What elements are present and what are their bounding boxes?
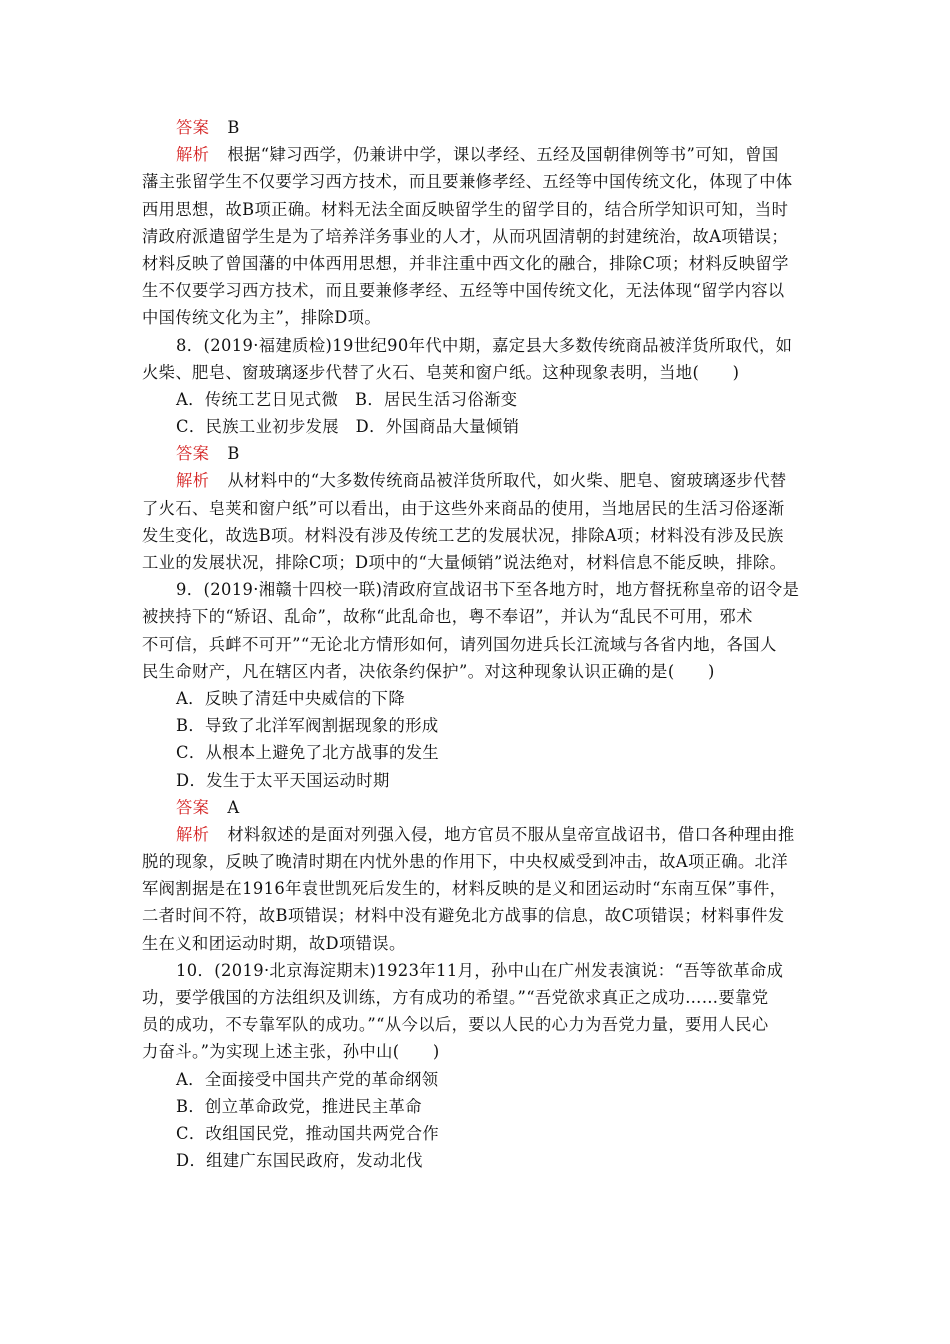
q9-answer-line xyxy=(142,794,812,821)
answer-label: 答案 xyxy=(176,118,210,137)
answer-label: 答案 xyxy=(176,444,210,464)
q9-analysis-continuation: 军阀割据是在1916年袁世凯死后发生的，材料反映的是义和团运动时“东南互保”事件， xyxy=(142,879,787,899)
document-page xyxy=(142,114,812,1174)
q9-question-line: 民生命财产，凡在辖区内者，决依条约保护”。对这种现象认识正确的是( ) xyxy=(142,661,715,681)
q10-question-line: 力奋斗。”为实现上述主张，孙中山( ) xyxy=(142,1042,440,1062)
q7-analysis-continuation: 材料反映了曾国藩的中体西用思想，并非注重中西文化的融合，排除C项；材料反映留学 xyxy=(142,253,789,273)
analysis-text: 根据“肄习西学，仍兼讲中学，课以孝经、五经及国朝律例等书”可知，曾国 xyxy=(227,145,779,165)
answer-value: B xyxy=(227,444,240,464)
q8-option-line: A．传统工艺日见式微 B．居民生活习俗渐变 xyxy=(176,389,518,409)
q9-question-line: 不可信，兵衅不可开”“无论北方情形如何，请列国勿进兵长江流域与各省内地，各国人 xyxy=(142,634,777,654)
q7-analysis-continuation: 生不仅要学习西方技术，而且要兼修孝经、五经等中国传统文化，无法体现“留学内容以 xyxy=(142,281,785,301)
q8-option-line: C．民族工业初步发展 D．外国商品大量倾销 xyxy=(176,417,520,437)
analysis-label: 解析 xyxy=(176,145,210,165)
q9-question-line: 被挟持下的“矫诏、乱命”，故称“此乱命也，粤不奉诏”，并认为“乱民不可用，邪术 xyxy=(142,607,753,627)
q8-answer-line xyxy=(142,440,812,467)
q7-analysis-continuation: 中国传统文化为主”，排除D项。 xyxy=(142,308,382,328)
q9-analysis-continuation: 二者时间不符，故B项错误；材料中没有避免北方战事的信息，故C项错误；材料事件发 xyxy=(142,906,785,926)
q10-option-line: B．创立革命政党，推进民主革命 xyxy=(176,1096,422,1116)
q8-question-line: 8．(2019·福建质检)19世纪90年代中期，嘉定县大多数传统商品被洋货所取代，如 xyxy=(176,335,793,355)
q7-analysis-continuation: 藩主张留学生不仅要学习西方技术，而且要兼修孝经、五经等中国传统文化，体现了中体 xyxy=(142,172,793,192)
analysis-text: 材料叙述的是面对列强入侵，地方官员不服从皇帝宣战诏书，借口各种理由推 xyxy=(227,824,795,844)
q7-analysis-continuation: 清政府派遣留学生是为了培养洋务事业的人才，从而巩固清朝的封建统治，故A项错误； xyxy=(142,226,789,246)
q8-analysis-line xyxy=(142,467,812,494)
q9-option-line: B．导致了北洋军阀割据现象的形成 xyxy=(176,716,439,736)
q7-analysis-continuation: 西用思想，故B项正确。材料无法全面反映留学生的留学目的，结合所学知识可知，当时 xyxy=(142,199,789,219)
q8-analysis-continuation: 工业的发展状况，排除C项；D项中的“大量倾销”说法绝对，材料信息不能反映，排除。 xyxy=(142,553,787,572)
analysis-label: 解析 xyxy=(176,824,210,844)
q10-question-line: 10．(2019·北京海淀期末)1923年11月，孙中山在广州发表演说：“吾等欲革命成 xyxy=(176,960,784,980)
q9-option-line: C．从根本上避免了北方战事的发生 xyxy=(176,743,440,763)
q8-analysis-continuation: 发生变化，故选B项。材料没有涉及传统工艺的发展状况，排除A项；材料没有涉及民族 xyxy=(142,525,784,545)
analysis-text: 从材料中的“大多数传统商品被洋货所取代，如火柴、肥皂、窗玻璃逐步代替 xyxy=(227,471,787,491)
q9-analysis-continuation: 生在义和团运动时期，故D项错误。 xyxy=(142,933,406,953)
q10-question-line: 员的成功，不专靠军队的成功。”“从今以后，要以人民的心力为吾党力量，要用人民心 xyxy=(142,1015,769,1035)
q9-question-line: 9．(2019·湘赣十四校一联)清政府宣战诏书下至各地方时，地方督抚称皇帝的诏令是 xyxy=(176,580,800,600)
q9-option-line: A．反映了清廷中央威信的下降 xyxy=(176,688,406,708)
q10-option-line: A．全面接受中国共产党的革命纲领 xyxy=(176,1069,439,1089)
q9-option-line: D．发生于太平天国运动时期 xyxy=(176,770,390,790)
answer-label: 答案 xyxy=(176,797,210,817)
q7-analysis-line xyxy=(142,141,812,168)
answer-value: B xyxy=(227,118,240,137)
q10-option-line: C．改组国民党，推动国共两党合作 xyxy=(176,1123,440,1143)
q10-option-line: D．组建广东国民政府，发动北伐 xyxy=(176,1151,423,1171)
q9-analysis-line xyxy=(142,821,812,848)
q8-analysis-continuation: 了火石、皂荚和窗户纸”可以看出，由于这些外来商品的使用，当地居民的生活习俗逐渐 xyxy=(142,498,785,518)
q10-question-line: 功，要学俄国的方法组织及训练，方有成功的希望。”“吾党欲求真正之成功……要靠党 xyxy=(142,988,769,1007)
q8-question-line: 火柴、肥皂、窗玻璃逐步代替了火石、皂荚和窗户纸。这种现象表明，当地( ) xyxy=(142,362,740,382)
q9-analysis-continuation: 脱的现象，反映了晚清时期在内忧外患的作用下，中央权威受到冲击，故A项正确。北洋 xyxy=(142,852,789,872)
q7-answer-line xyxy=(142,114,812,141)
analysis-label: 解析 xyxy=(176,471,210,491)
answer-value: A xyxy=(227,797,240,817)
